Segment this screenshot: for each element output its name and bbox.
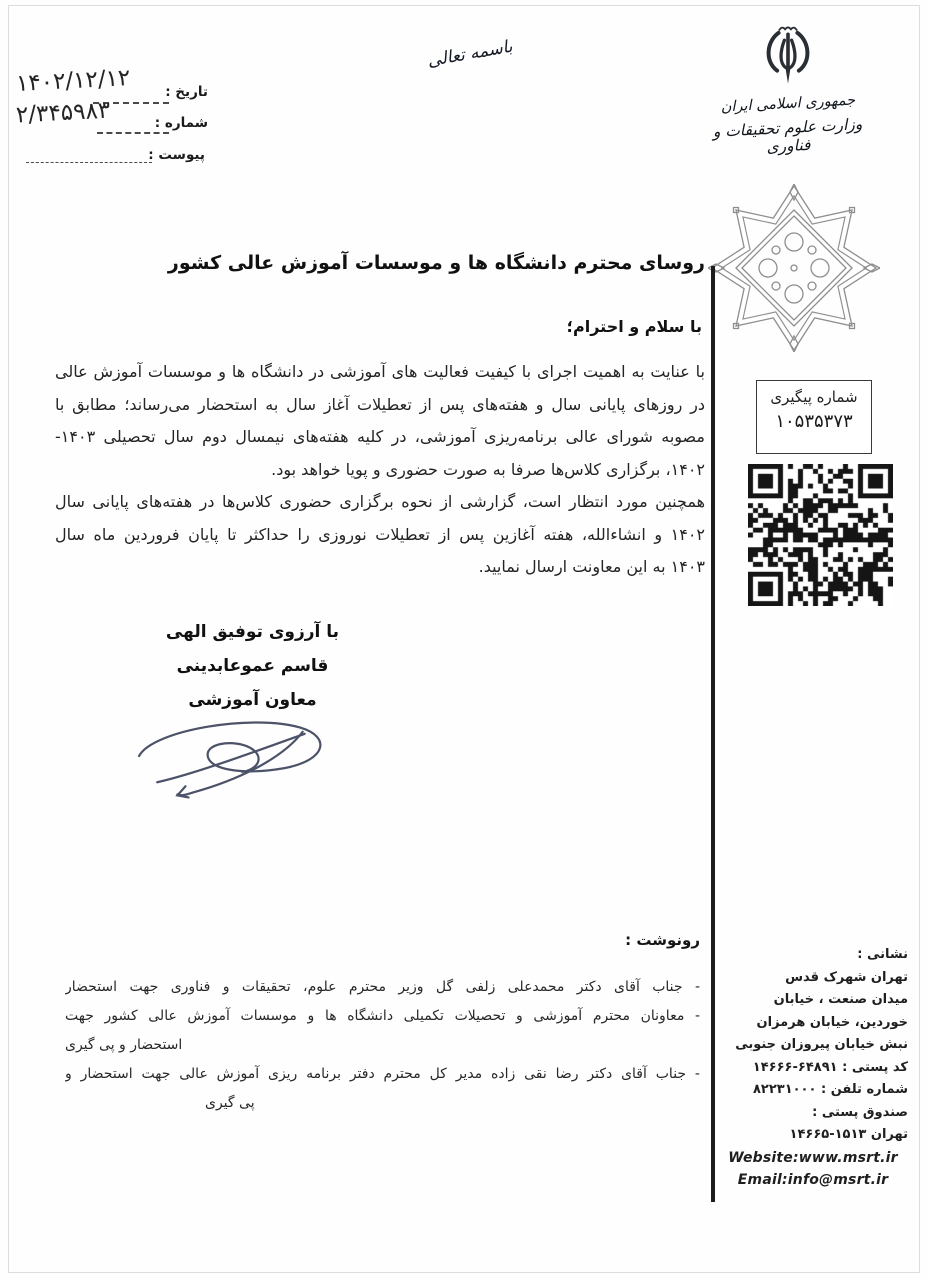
signatory-name: قاسم عموعابدینی [176, 656, 329, 676]
ministry-title: وزارت علوم تحقیقات و فناوری [712, 115, 863, 157]
body-line: در روزهای پایانی سال و هفته‌های پس از تعطیلات آغاز سال به استحضار می‌رساند؛ مطابق با [55, 394, 705, 414]
qr-code [748, 464, 893, 606]
letter-body [55, 357, 705, 585]
pobox-value: تهران ۱۵۱۳-۱۴۶۶۵ [789, 1127, 908, 1142]
cc-item-continuation: استحضار و پی گیری [65, 1037, 183, 1053]
number-label: شماره : [154, 115, 208, 131]
address-line: نبش خیابان پیروزان جنوبی [735, 1037, 908, 1052]
handwritten-signature [133, 710, 335, 802]
recipient-heading: روسای محترم دانشگاه ها و موسسات آموزش عالی کشور [167, 252, 705, 274]
cc-item-continuation: پی گیری [205, 1095, 255, 1111]
vertical-divider [711, 266, 715, 1202]
body-line: ۱۴۰۲ و انشاءالله، هفته آغازین پس از تعطیلات نوروزی را حداکثر تا پایان فروردین ماه سال [55, 524, 705, 544]
cc-item: - جناب آقای دکتر رضا نقی زاده مدیر کل محترم دفتر برنامه ریزی آموزش عالی جهت استحضار و [65, 1066, 700, 1082]
iran-emblem-icon [759, 24, 817, 94]
email-link[interactable]: Email:info@msrt.ir [737, 1172, 889, 1188]
body-line: ۱۴۰۳ به این معاونت ارسال نمایید. [478, 557, 705, 576]
date-value: ۱۴۰۲/۱۲/۱۲ [15, 65, 131, 97]
website-link[interactable]: Website:www.msrt.ir [728, 1149, 898, 1166]
body-line: مصوبه شورای عالی برنامه‌ریزی آموزشی، در کلیه هفته‌های نیمسال دوم سال تحصیلی ۱۴۰۳- [55, 427, 705, 446]
cc-list [65, 974, 700, 1119]
signatory-title: معاون آموزشی [188, 690, 317, 710]
signature-block [130, 615, 375, 717]
body-line: با عنایت به اهمیت اجرای با کیفیت فعالیت های آموزشی در دانشگاه ها و موسسات آموزش عالی [55, 362, 705, 381]
body-line: همچنین مورد انتظار است، گزارشی از نحوه برگزاری حضوری کلاس‌ها در هفته‌های پایانی سال [55, 492, 705, 511]
postal-code: کد پستی : ۶۴۸۹۱-۱۴۶۶۶ [752, 1059, 908, 1075]
address-line: خوردین، خیابان هرمزان [756, 1014, 908, 1030]
republic-title: جمهوری اسلامی ایران [720, 92, 856, 116]
cc-label: رونوشت : [625, 931, 700, 949]
footer-address-block [718, 944, 908, 1192]
salutation: با سلام و احترام؛ [566, 317, 702, 336]
tracking-number: ۱۰۵۳۵۳۷۳ [775, 411, 853, 432]
number-value: ۲/۳۴۵۹۸۳ [15, 97, 111, 129]
cc-item: - معاونان محترم آموزشی و تحصیلات تکمیلی دانشگاه ها و موسسات آموزش عالی کشور جهت [65, 1008, 700, 1024]
date-label: تاریخ : [165, 84, 208, 100]
cc-item: - جناب آقای دکتر محمدعلی زلفی گل وزیر محترم علوم، تحقیقات و فناوری جهت استحضار [65, 979, 700, 995]
signature-closing: با آرزوی توفیق الهی [165, 622, 340, 642]
tracking-number-box [756, 380, 872, 454]
attachment-label: پیوست : [148, 147, 205, 163]
letterhead-emblem-block [690, 24, 886, 155]
pobox-label: صندوق پستی : [812, 1104, 908, 1120]
attachment-fill-line [26, 134, 152, 163]
bismillah-calligraphy: باسمه تعالی [425, 36, 515, 72]
address-label: نشانی : [857, 947, 908, 962]
star-medallion-icon [708, 184, 880, 352]
address-line: تهران شهرک قدس [785, 969, 908, 985]
address-line: میدان صنعت ، خیابان [773, 992, 908, 1007]
tracking-label: شماره پیگیری [770, 388, 858, 406]
body-line: ۱۴۰۲، برگزاری کلاس‌ها صرفا به صورت حضوری و پویا خواهد بود. [271, 459, 705, 479]
phone-number: شماره تلفن : ۸۲۲۳۱۰۰۰ [752, 1082, 908, 1097]
